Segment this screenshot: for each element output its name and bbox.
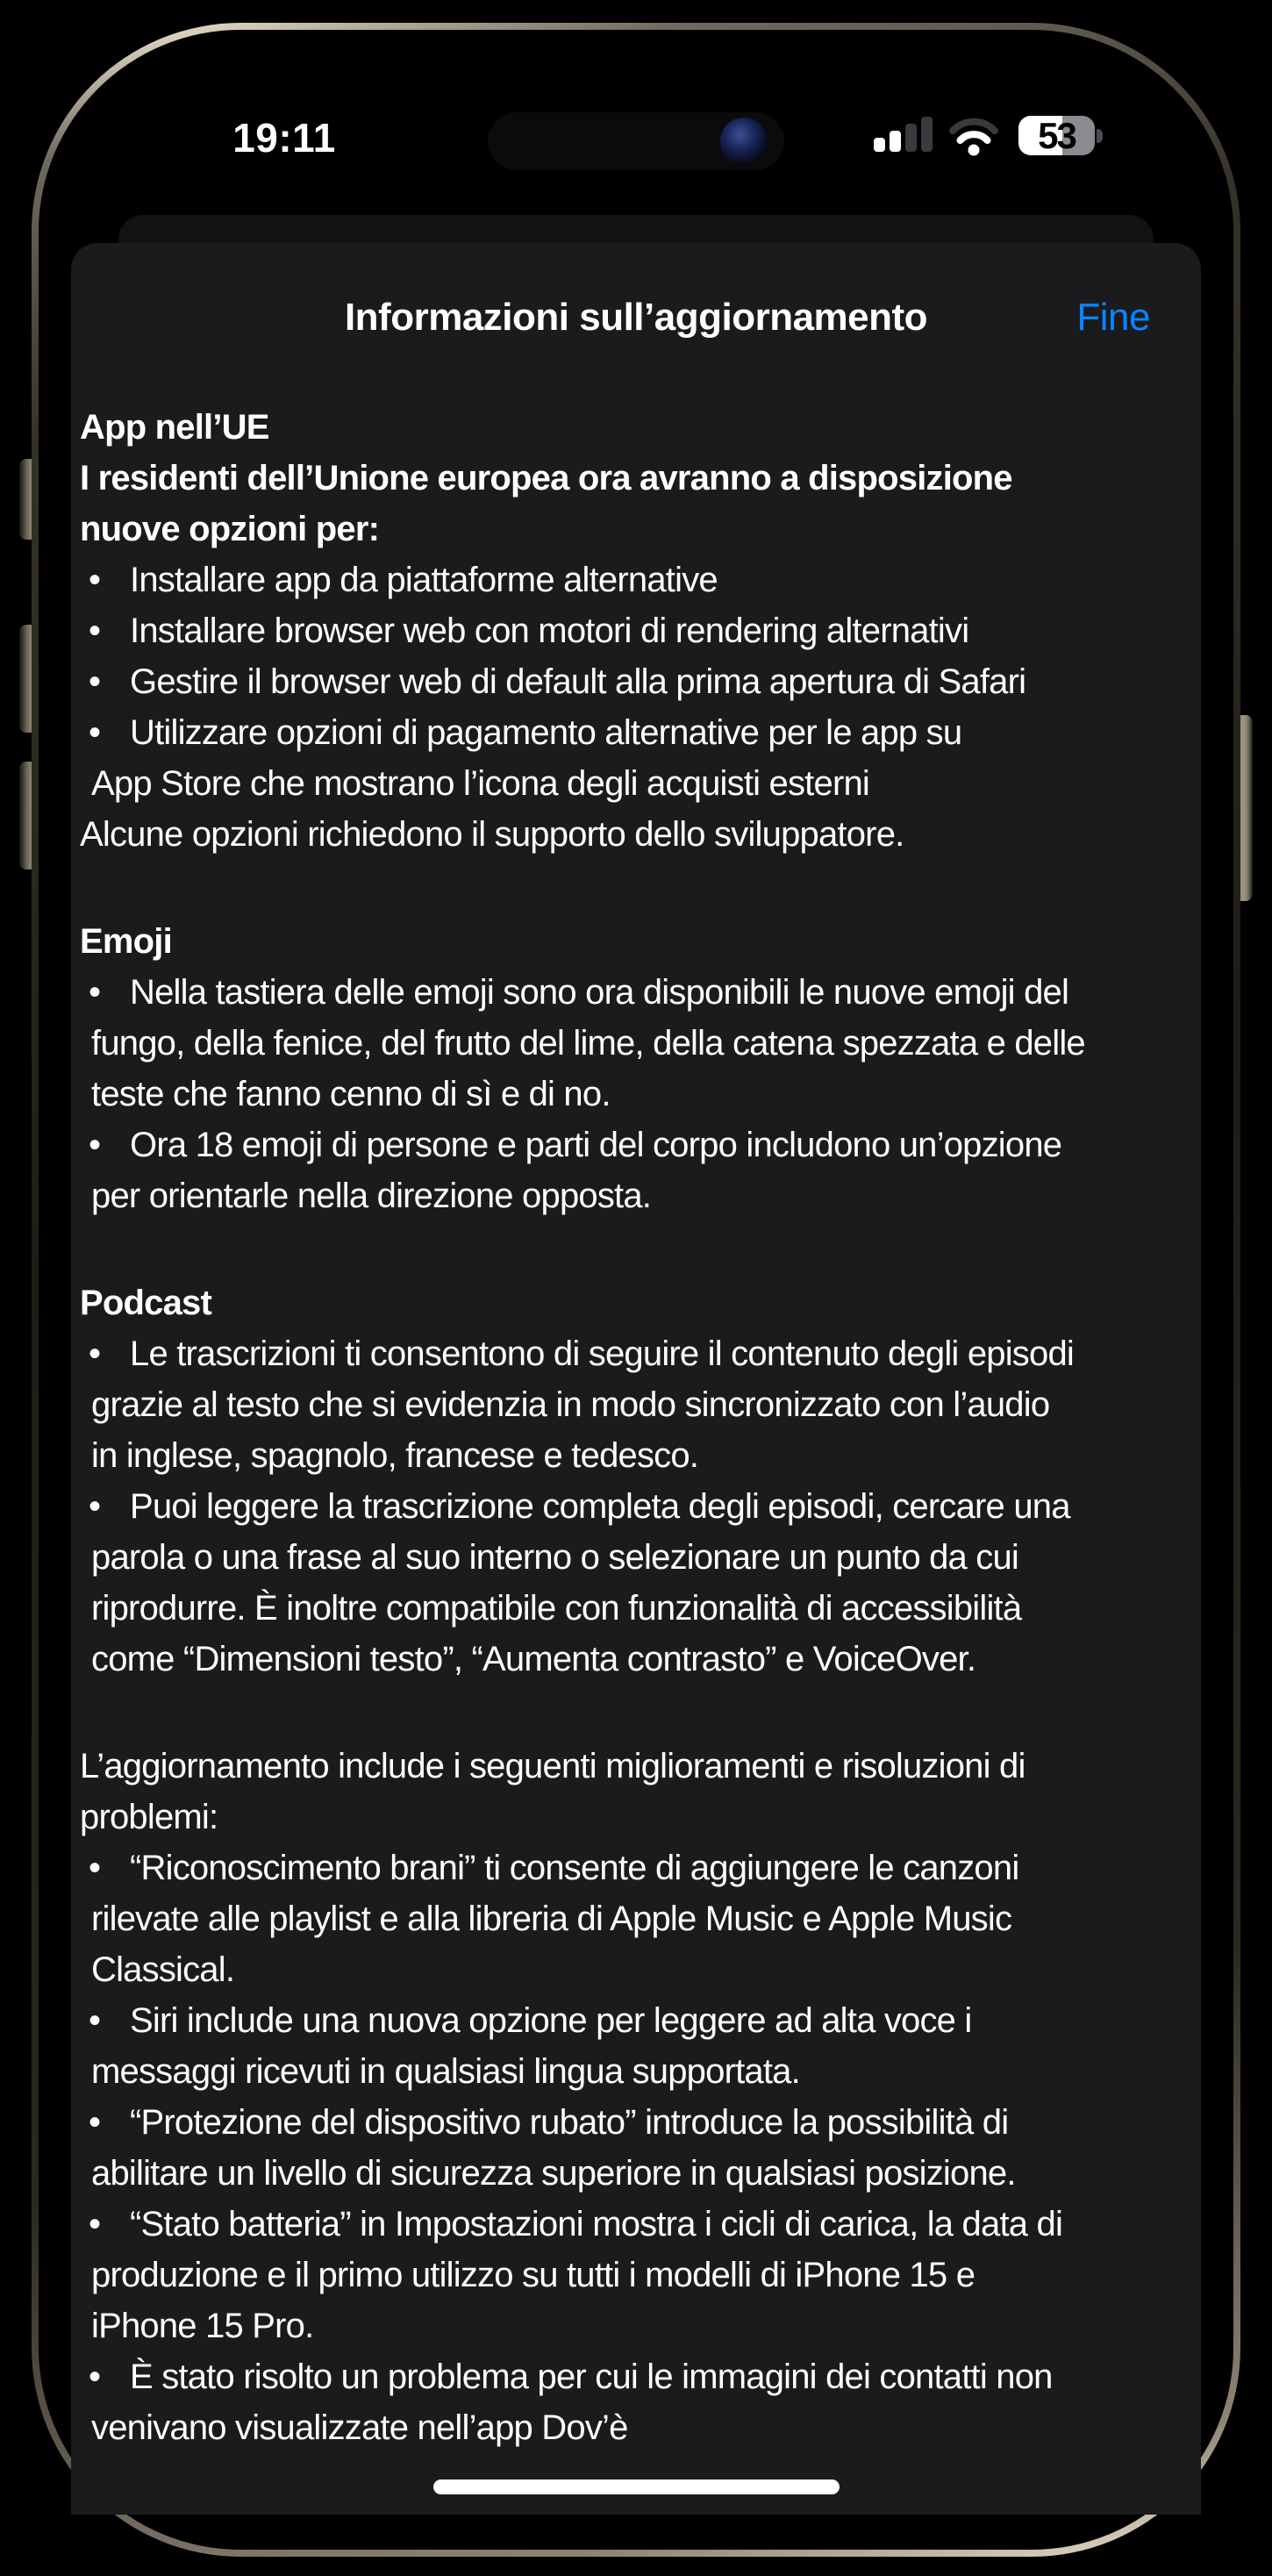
bullet-marker: • — [89, 1126, 101, 1164]
wifi-icon — [948, 118, 999, 156]
text-line: teste che fanno cenno di sì e di no. — [91, 1075, 611, 1113]
signal-bar-4 — [921, 117, 933, 152]
cellular-signal-icon — [874, 117, 937, 152]
sheet-title: Informazioni sull’aggiornamento — [344, 296, 928, 339]
bullet-marker: • — [89, 1849, 101, 1887]
text-line: problemi: — [80, 1798, 218, 1836]
text-line — [80, 1843, 1194, 1893]
bullet-marker: • — [89, 1335, 101, 1373]
text-line: fungo, della fenice, del frutto del lime, della catena spezzata e delle — [91, 1024, 1085, 1063]
text-line: rilevate alle playlist e alla libreria di Apple Music e Apple Music — [91, 1900, 1012, 1938]
bullet-text: Siri include una nuova opzione per leggere ad alta voce i — [130, 2001, 972, 2040]
bullet-text: “Stato batteria” in Impostazioni mostra i cicli di carica, la data di — [130, 2205, 1063, 2243]
text-line: I residenti dell’Unione europea ora avranno a disposizione — [80, 459, 1012, 497]
bullet-marker: • — [89, 2001, 101, 2040]
bullet-marker: • — [89, 561, 101, 599]
bullet-marker: • — [89, 2205, 101, 2243]
line-spacer — [80, 1221, 1194, 1277]
text-line: App Store che mostrano l’icona degli acquisti esterni — [91, 764, 869, 803]
battery-cap — [1097, 129, 1103, 143]
bullet-text: Puoi leggere la trascrizione completa degli episodi, cercare una — [130, 1487, 1070, 1526]
bullet-text: È stato risolto un problema per cui le immagini dei contatti non — [130, 2358, 1053, 2396]
text-line — [80, 1120, 1194, 1170]
bullet-text: Ora 18 emoji di persone e parti del corpo includono un’opzione — [130, 1126, 1062, 1164]
bullet-text: Nella tastiera delle emoji sono ora disponibili le nuove emoji del — [130, 973, 1069, 1012]
text-line — [80, 707, 1194, 758]
text-line — [80, 1995, 1194, 2046]
text-line: iPhone 15 Pro. — [91, 2307, 314, 2345]
text-line: nuove opzioni per: — [80, 510, 380, 548]
text-line — [80, 1328, 1194, 1379]
text-line: per orientarle nella direzione opposta. — [91, 1177, 652, 1215]
bullet-text: Le trascrizioni ti consentono di seguire il contenuto degli episodi — [130, 1335, 1074, 1373]
text-line: grazie al testo che si evidenzia in modo sincronizzato con l’audio — [91, 1385, 1050, 1424]
text-line — [80, 656, 1194, 707]
bullet-text: Gestire il browser web di default alla prima apertura di Safari — [130, 662, 1026, 701]
bullet-marker: • — [89, 1487, 101, 1526]
battery-body — [1018, 116, 1095, 155]
text-line — [80, 2097, 1194, 2148]
update-info-sheet — [71, 243, 1201, 2515]
text-line — [80, 555, 1194, 605]
status-bar-time: 19:11 — [232, 115, 336, 161]
text-line: venivano visualizzate nell’app Dov’è — [91, 2408, 628, 2447]
phone-screen — [71, 61, 1201, 2515]
line-spacer — [80, 860, 1194, 916]
text-line: parola o una frase al suo interno o selezionare un punto da cui — [91, 1538, 1019, 1577]
bullet-text: Installare app da piattaforme alternative — [130, 561, 718, 599]
sheet-header — [71, 291, 1201, 344]
done-button[interactable]: Fine — [1076, 291, 1150, 344]
home-indicator[interactable] — [433, 2479, 840, 2494]
bullet-text: “Protezione del dispositivo rubato” introduce la possibilità di — [130, 2103, 1009, 2142]
signal-bar-2 — [890, 131, 901, 152]
bullet-marker: • — [89, 973, 101, 1012]
bullet-marker: • — [89, 713, 101, 752]
text-line — [80, 2199, 1194, 2250]
text-line — [80, 2351, 1194, 2402]
text-line: abilitare un livello di sicurezza superiore in qualsiasi posizione. — [91, 2154, 1016, 2193]
battery-icon — [1018, 116, 1103, 155]
line-spacer — [80, 1685, 1194, 1741]
text-line — [80, 967, 1194, 1018]
text-line: Classical. — [91, 1950, 235, 1989]
signal-bar-1 — [874, 138, 885, 152]
text-line: L’aggiornamento include i seguenti miglioramenti e risoluzioni di — [80, 1747, 1025, 1785]
bullet-text: Utilizzare opzioni di pagamento alternative per le app su — [130, 713, 962, 752]
text-line: in inglese, spagnolo, francese e tedesco. — [91, 1436, 699, 1475]
text-line: App nell’UE — [80, 408, 269, 447]
text-line — [80, 605, 1194, 656]
text-line: Emoji — [80, 922, 172, 961]
battery-percent-label: 53 — [1038, 115, 1075, 156]
dynamic-island — [488, 112, 784, 170]
release-notes-text[interactable] — [80, 402, 1194, 2447]
bullet-marker: • — [89, 662, 101, 701]
text-line — [80, 1481, 1194, 1532]
text-line: riprodurre. È inoltre compatibile con funzionalità di accessibilità — [91, 1589, 1022, 1628]
power-button[interactable] — [1239, 715, 1253, 901]
bullet-marker: • — [89, 612, 101, 650]
text-line: Alcune opzioni richiedono il supporto dello sviluppatore. — [80, 815, 904, 854]
bullet-marker: • — [89, 2103, 101, 2142]
text-line: messaggi ricevuti in qualsiasi lingua supportata. — [91, 2052, 800, 2091]
front-camera-icon — [720, 118, 768, 165]
text-line: Podcast — [80, 1284, 212, 1322]
text-line: come “Dimensioni testo”, “Aumenta contrasto” e VoiceOver. — [91, 1640, 976, 1678]
text-line: produzione e il primo utilizzo su tutti i modelli di iPhone 15 e — [91, 2256, 975, 2294]
bullet-text: Installare browser web con motori di rendering alternativi — [130, 612, 969, 650]
bullet-text: “Riconoscimento brani” ti consente di aggiungere le canzoni — [130, 1849, 1019, 1887]
bullet-marker: • — [89, 2358, 101, 2396]
signal-bar-3 — [905, 124, 917, 152]
